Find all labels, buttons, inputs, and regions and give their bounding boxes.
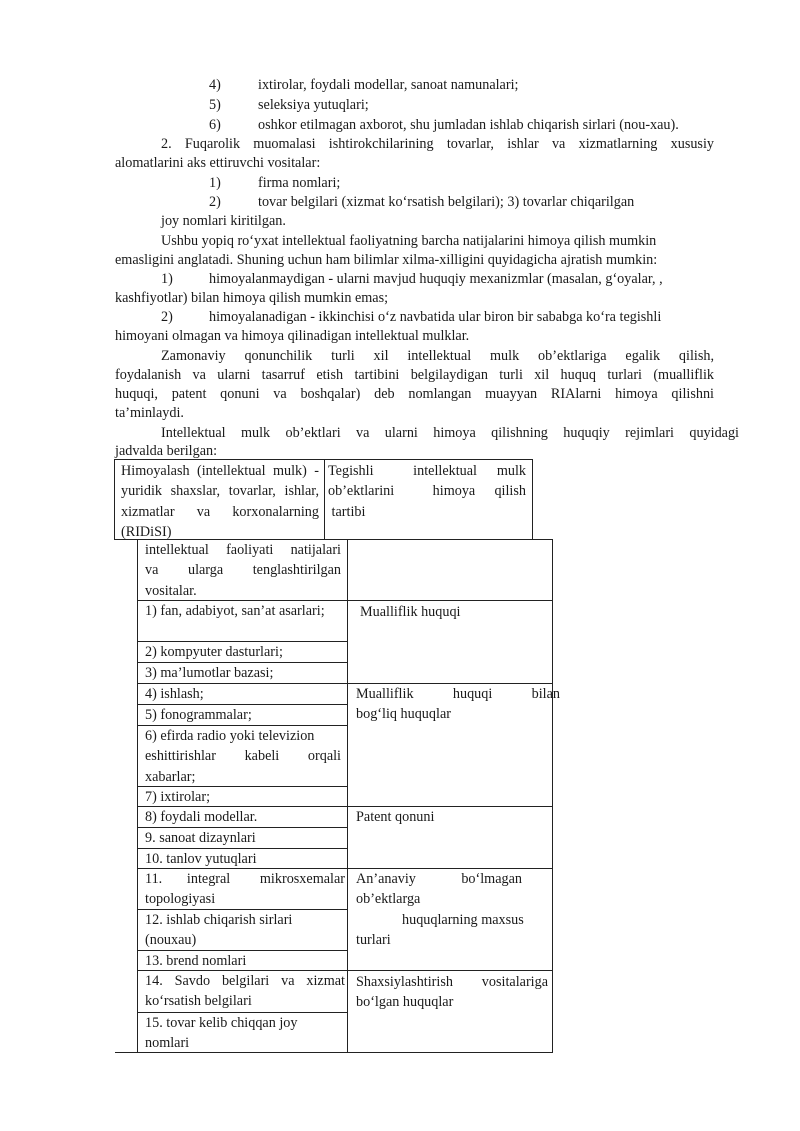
table-cell-item: 4) ishlash;	[145, 686, 204, 702]
paragraph-line: huquqi, patent qonuni va boshqalar) deb nomlangan muayyan RIAlarni himoya qilishni	[115, 386, 714, 402]
table-cell-item: 13. brend nomlari	[145, 953, 247, 969]
header-cell-protection: Himoyalash (intellektual mulk) - yuridik shaxslar, tovarlar, ishlar, xizmatlar va korxonalarning (RIDiSI)	[121, 463, 319, 540]
list-number: 2)	[161, 309, 173, 325]
list-continuation: joy nomlari kiritilgan.	[161, 213, 286, 229]
regime-cell: Mualliflik huquqi	[360, 604, 461, 620]
list-item: tovar belgilari (xizmat ko‘rsatish belgilari); 3) tovarlar chiqarilgan	[258, 194, 635, 210]
list-number: 1)	[209, 175, 221, 191]
table-cell-item: 11. integral mikrosxemalar topologiyasi	[145, 871, 345, 908]
row-line-stub	[115, 1052, 139, 1053]
list-item: ixtirolar, foydali modellar, sanoat namunalari;	[258, 77, 519, 93]
header-divider	[324, 459, 325, 540]
list-item: oshkor etilmagan axborot, shu jumladan ishlab chiqarish sirlari (nou-xau).	[258, 117, 679, 133]
list-number: 4)	[209, 77, 221, 93]
list-number: 2)	[209, 194, 221, 210]
table-cell-intro: intellektual faoliyati natijalari va ularga tenglashtirilgan vositalar.	[145, 542, 341, 599]
list-item: himoyalanmaydigan - ularni mavjud huquqiy mexanizmlar (masalan, g‘oyalar, ,	[209, 271, 663, 287]
list-number: 1)	[161, 271, 173, 287]
regime-cell: Shaxsiylashtirish vositalariga bo‘lgan huquqlar	[356, 974, 548, 1011]
paragraph-line: ta’minlaydi.	[115, 405, 184, 421]
table-cell-item: 6) efirda radio yoki televizion eshittirishlar kabeli orqali xabarlar;	[145, 728, 341, 785]
column-divider	[347, 539, 348, 1053]
paragraph-line: Ushbu yopiq ro‘yxat intellektual faoliyatning barcha natijalarini himoya qilish mumkin	[161, 233, 657, 249]
list-item-continuation: himoyani olmagan va himoya qilinadigan intellektual mulklar.	[115, 328, 470, 344]
paragraph-line: jadvalda berilgan:	[115, 443, 218, 459]
regime-cell: Patent qonuni	[356, 809, 435, 825]
paragraph-line: 2. Fuqarolik muomalasi ishtirokchilarining tovarlar, ishlar va xizmatlarning xususiy	[161, 136, 714, 152]
paragraph-line: alomatlarini aks ettiruvchi vositalar:	[115, 155, 321, 171]
table-cell-item: 12. ishlab chiqarish sirlari (nouxau)	[145, 912, 293, 949]
table-cell-item: 15. tovar kelib chiqqan joy nomlari	[145, 1015, 298, 1052]
table-cell-item: 7) ixtirolar;	[145, 789, 211, 805]
header-cell-procedure: Tegishli intellektual mulk ob’ektlarini himoya qilish tartibi	[328, 463, 526, 520]
paragraph-line: emasligini anglatadi. Shuning uchun ham bilimlar xilma-xilligini quyidagicha ajratish mumkin:	[115, 252, 658, 268]
paragraph-line: Intellektual mulk ob’ektlari va ularni himoya qilishning huquqiy rejimlari quyidagi	[161, 425, 739, 441]
table-cell-item: 2) kompyuter dasturlari;	[145, 644, 283, 660]
list-item-continuation: kashfiyotlar) bilan himoya qilish mumkin emas;	[115, 290, 389, 306]
paragraph-line: foydalanish va ularni tasarruf etish tartibini belgilaydigan turli xil huquq turlari (mualliflik	[115, 367, 714, 383]
list-item: seleksiya yutuqlari;	[258, 97, 369, 113]
paragraph-line: Zamonaviy qonunchilik turli xil intellektual mulk ob’ektlariga egalik qilish,	[161, 348, 714, 364]
regime-cell: Mualliflik huquqi bilan bog‘liq huquqlar	[356, 686, 560, 723]
table-cell-item: 10. tanlov yutuqlari	[145, 851, 257, 867]
table-cell-item: 8) foydali modellar.	[145, 809, 258, 825]
regime-cell: An’anaviy bo‘lmagan ob’ektlarga huquqlarning maxsus turlari	[356, 871, 524, 948]
list-item: firma nomlari;	[258, 175, 341, 191]
list-item: himoyalanadigan - ikkinchisi o‘z navbatida ular biron bir sababga ko‘ra tegishli	[209, 309, 662, 325]
table-cell-item: 9. sanoat dizaynlari	[145, 830, 256, 846]
list-number: 5)	[209, 97, 221, 113]
list-number: 6)	[209, 117, 221, 133]
table-cell-item: 3) ma’lumotlar bazasi;	[145, 665, 274, 681]
table-cell-item: 14. Savdo belgilari va xizmat ko‘rsatish belgilari	[145, 973, 345, 1010]
table-cell-item: 1) fan, adabiyot, san’at asarlari;	[145, 603, 325, 619]
table-cell-item: 5) fonogrammalar;	[145, 707, 252, 723]
